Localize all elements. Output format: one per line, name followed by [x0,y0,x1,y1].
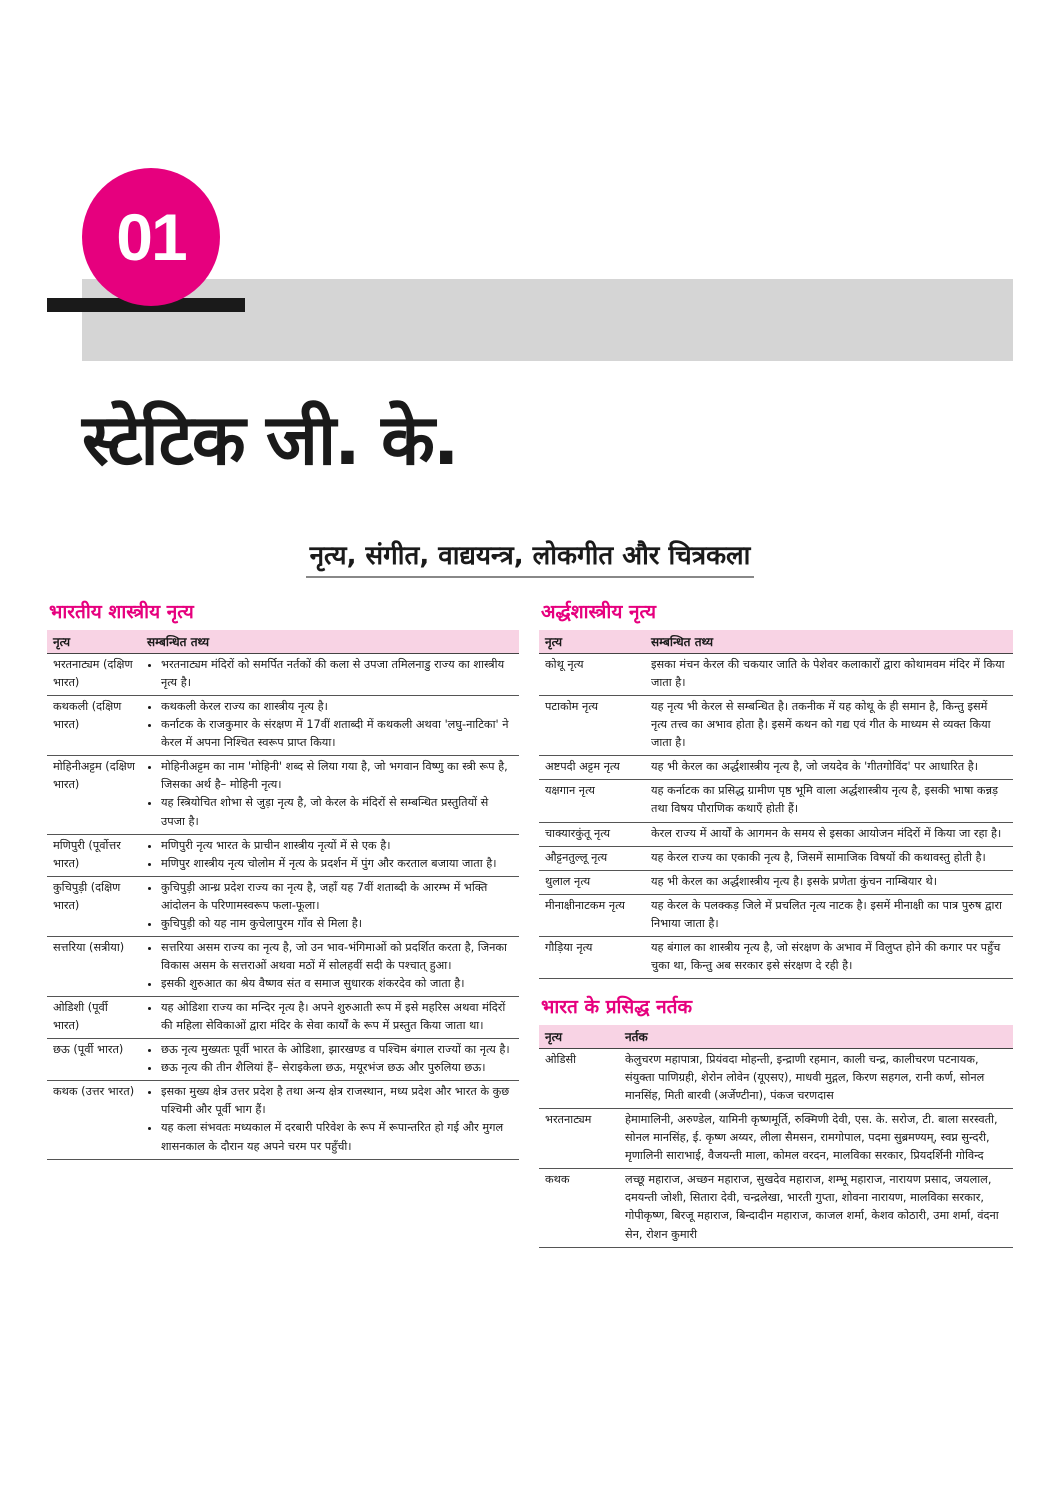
table-row [47,756,519,834]
facts-cell [141,696,519,756]
facts-cell [141,1081,519,1159]
dancers-table-body [539,1048,1013,1247]
dancer-names-cell: केलुचरण महापात्रा, प्रियंवदा मोहन्ती, इन्द्राणी रहमान, काली चन्द्र, कालीचरण पटनायक, संयुक्ता पाणिग्रही, शेरोन लोवेन (यूएसए), माधवी मुद्गल, किरण सहगल, रानी कर्ण, सोनल मानसिंह, मिती बारवी (अर्जेण्टीना), पंकज चरणदास [619,1048,1013,1108]
classical-dance-table [47,630,519,1160]
facts-cell [141,1039,519,1081]
fact-item: • भरतनाट्यम मंदिरों को समर्पित नर्तकों की कला से उपजा तमिलनाडु राज्य का शास्त्रीय नृत्य है। [161,656,513,692]
table-row [539,1048,1013,1108]
facts-list [147,698,513,752]
dance-name-cell: चाक्यारकुंतू नृत्य [539,822,645,846]
fact-cell: यह नृत्य भी केरल से सम्बन्धित है। तकनीक में यह कोथू के ही समान है, किन्तु इसमें नृत्य तत्त्व का अभाव होता है। इसमें कथन को गद्य एवं गीत के माध्यम से व्यक्त किया जाता है। [645,696,1013,756]
fact-item: • मणिपुरी नृत्य भारत के प्राचीन शास्त्रीय नृत्यों में से एक है। [161,837,513,855]
dance-name-cell: मीनाक्षीनाटकम नृत्य [539,894,645,936]
fact-item: • मणिपुर शास्त्रीय नृत्य चोलोम में नृत्य के प्रदर्शन में पुंग और करताल बजाया जाता है। [161,855,513,873]
semi-classical-table [539,630,1013,979]
dance-name-cell: ओडिसी [539,1048,619,1108]
table-row [47,997,519,1039]
table-row [539,780,1013,822]
table-row [47,1081,519,1159]
fact-cell: यह भी केरल का अर्द्धशास्त्रीय नृत्य है। इसके प्रणेता कुंचन नाम्बियार थे। [645,870,1013,894]
dance-name-cell: भरतनाट्यम [539,1109,619,1169]
facts-list [147,879,513,933]
section-title-semi: अर्द्धशास्त्रीय नृत्य [541,601,657,623]
dance-name-cell: थुलाल नृत्य [539,870,645,894]
dance-name-cell: कोथू नृत्य [539,654,645,696]
facts-cell [141,834,519,876]
semi-table-body [539,654,1013,979]
fact-cell: यह भी केरल का अर्द्धशास्त्रीय नृत्य है, जो जयदेव के 'गीतगोविंद' पर आधारित है। [645,756,1013,780]
table-row [539,870,1013,894]
fact-item: • यह स्त्रियोचित शोभा से जुड़ा नृत्य है, जो केरल के मंदिरों से सम्बन्धित प्रस्तुतियों से उपजा है। [161,794,513,830]
section-title-dancers: भारत के प्रसिद्ध नर्तक [541,995,693,1018]
dance-name-cell: भरतनाट्यम (दक्षिण भारत) [47,654,141,696]
page-subtitle: नृत्य, संगीत, वाद्ययन्त्र, लोकगीत और चित्रकला [306,536,755,578]
table-row [539,756,1013,780]
table-header-row [539,630,1013,654]
column-header: नृत्य [47,630,141,654]
fact-item: • छऊ नृत्य मुख्यतः पूर्वी भारत के ओडिशा, झारखण्ड व पश्चिम बंगाल राज्यों का नृत्य है। [161,1041,513,1059]
facts-list [147,837,513,873]
dance-name-cell: कथक (उत्तर भारत) [47,1081,141,1159]
table-header-row [539,1025,1013,1049]
fact-item: • छऊ नृत्य की तीन शैलियां हैं– सेराइकेला छऊ, मयूरभंज छऊ और पुरुलिया छऊ। [161,1059,513,1077]
fact-cell: यह कर्नाटक का प्रसिद्ध ग्रामीण पृष्ठ भूमि वाला अर्द्धशास्त्रीय नृत्य है, इसकी भाषा कन्नड़ तथा विषय पौराणिक कथाएँ होती हैं। [645,780,1013,822]
fact-item: • कर्नाटक के राजकुमार के संरक्षण में 17वीं शताब्दी में कथकली अथवा 'लघु-नाटिका' ने केरल में अपना निश्चित स्वरूप प्राप्त किया। [161,716,513,752]
dance-name-cell: सत्तरिया (सत्रीया) [47,936,141,996]
column-header: नर्तक [619,1025,1013,1049]
table-row [47,936,519,996]
facts-list [147,999,513,1035]
fact-item: • कुचिपुड़ी आन्ध्र प्रदेश राज्य का नृत्य है, जहाँ यह 7वीं शताब्दी के आरम्भ में भक्ति आंदोलन के परिणामस्वरूप फला-फूला। [161,879,513,915]
dancer-names-cell: लच्छू महाराज, अच्छन महाराज, सुखदेव महाराज, शम्भू महाराज, नारायण प्रसाद, जयलाल, दमयन्ती जोशी, सितारा देवी, चन्द्रलेखा, भारती गुप्ता, शोवना नारायण, मालविका सरकार, गोपीकृष्ण, बिरजू महाराज, बिन्दादीन महाराज, काजल शर्मा, केशव कोठारी, उमा शर्मा, वंदना सेन, रोशन कुमारी [619,1169,1013,1247]
facts-list [147,939,513,993]
fact-cell: इसका मंचन केरल की चकयार जाति के पेशेवर कलाकारों द्वारा कोथामवम मंदिर में किया जाता है। [645,654,1013,696]
facts-cell [141,876,519,936]
table-row [47,654,519,696]
chapter-number-badge: 01 [82,168,220,306]
facts-cell [141,997,519,1039]
facts-list [147,656,513,692]
table-header-row [47,630,519,654]
page-title: स्टेटिक जी. के. [82,399,458,481]
column-header: नृत्य [539,630,645,654]
dancers-table [539,1025,1013,1248]
facts-list [147,1041,513,1077]
dance-name-cell: मोहिनीअट्टम (दक्षिण भारत) [47,756,141,834]
fact-item: • इसकी शुरुआत का श्रेय वैष्णव संत व समाज सुधारक शंकरदेव को जाता है। [161,975,513,993]
fact-cell: केरल राज्य में आर्यों के आगमन के समय से इसका आयोजन मंदिरों में किया जा रहा है। [645,822,1013,846]
dance-name-cell: छऊ (पूर्वी भारत) [47,1039,141,1081]
table-row [47,696,519,756]
facts-cell [141,654,519,696]
table-row [47,1039,519,1081]
header-band [82,279,1013,361]
dancer-names-cell: हेमामालिनी, अरुण्डेल, यामिनी कृष्णमूर्ति, रुक्मिणी देवी, एस. के. सरोज, टी. बाला सरस्वती, सोनल मानसिंह, ई. कृष्ण अय्यर, लीला सैमसन, रामगोपाल, पदमा सुब्रमण्यम्, स्वप्न सुन्दरी, मृणालिनी साराभाई, वैजयन्ती माला, कोमल वरदन, मालविका सरकार, प्रियदर्शिनी गोविन्द [619,1109,1013,1169]
dance-name-cell: कथक [539,1169,619,1247]
dance-name-cell: औट्टनतुल्लू नृत्य [539,846,645,870]
facts-cell [141,936,519,996]
table-row [539,696,1013,756]
classical-table-body [47,654,519,1160]
fact-item: • कथकली केरल राज्य का शास्त्रीय नृत्य है। [161,698,513,716]
right-column [539,598,1013,1248]
dance-name-cell: गौड़िया नृत्य [539,936,645,978]
facts-list [147,1083,513,1155]
dance-name-cell: यक्षगान नृत्य [539,780,645,822]
table-row [539,822,1013,846]
column-header: नृत्य [539,1025,619,1049]
fact-item: • इसका मुख्य क्षेत्र उत्तर प्रदेश है तथा अन्य क्षेत्र राजस्थान, मध्य प्रदेश और भारत के कुछ पश्चिमी और पूर्वी भाग हैं। [161,1083,513,1119]
fact-item: • सत्तरिया असम राज्य का नृत्य है, जो उन भाव-भंगिमाओं को प्रदर्शित करता है, जिनका विकास असम के सत्तराओं अथवा मठों में सोलहवीं सदी के पश्चात् हुआ। [161,939,513,975]
table-row [539,936,1013,978]
fact-item: • मोहिनीअट्टम का नाम 'मोहिनी' शब्द से लिया गया है, जो भगवान विष्णु का स्त्री रूप है, जिसका अर्थ है– मोहिनी नृत्य। [161,758,513,794]
left-column [47,598,519,1160]
table-row [47,834,519,876]
fact-cell: यह केरल के पलक्कड़ जिले में प्रचलित नृत्य नाटक है। इसमें मीनाक्षी का पात्र पुरुष द्वारा निभाया जाता है। [645,894,1013,936]
column-header: सम्बन्धित तथ्य [645,630,1013,654]
facts-cell [141,756,519,834]
fact-item: • यह कला संभवतः मध्यकाल में दरबारी परिवेश के रूप में रूपान्तरित हो गई और मुगल शासनकाल के दौरान यह अपने चरम पर पहुँची। [161,1119,513,1155]
dance-name-cell: कथकली (दक्षिण भारत) [47,696,141,756]
table-row [539,1109,1013,1169]
dance-name-cell: मणिपुरी (पूर्वोत्तर भारत) [47,834,141,876]
column-header: सम्बन्धित तथ्य [141,630,519,654]
table-row [47,876,519,936]
table-row [539,894,1013,936]
table-row [539,846,1013,870]
fact-item: • कुचिपुड़ी को यह नाम कुचेलापुरम गाँव से मिला है। [161,915,513,933]
subtitle-wrap [0,536,1060,578]
fact-item: • यह ओडिशा राज्य का मन्दिर नृत्य है। अपने शुरुआती रूप में इसे महरिस अथवा मंदिरों की महिला सेविकाओं द्वारा मंदिर के सेवा कार्यों के रूप में प्रस्तुत किया जाता था। [161,999,513,1035]
fact-cell: यह केरल राज्य का एकाकी नृत्य है, जिसमें सामाजिक विषयों की कथावस्तु होती है। [645,846,1013,870]
dance-name-cell: अष्टपदी अट्टम नृत्य [539,756,645,780]
table-row [539,1169,1013,1247]
section-title-classical: भारतीय शास्त्रीय नृत्य [49,601,194,623]
table-row [539,654,1013,696]
dance-name-cell: पटाकोम नृत्य [539,696,645,756]
fact-cell: यह बंगाल का शास्त्रीय नृत्य है, जो संरक्षण के अभाव में विलुप्त होने की कगार पर पहुँच चुका था, किन्तु अब सरकार इसे संरक्षण दे रही है। [645,936,1013,978]
facts-list [147,758,513,830]
dance-name-cell: ओडिशी (पूर्वी भारत) [47,997,141,1039]
dance-name-cell: कुचिपुड़ी (दक्षिण भारत) [47,876,141,936]
